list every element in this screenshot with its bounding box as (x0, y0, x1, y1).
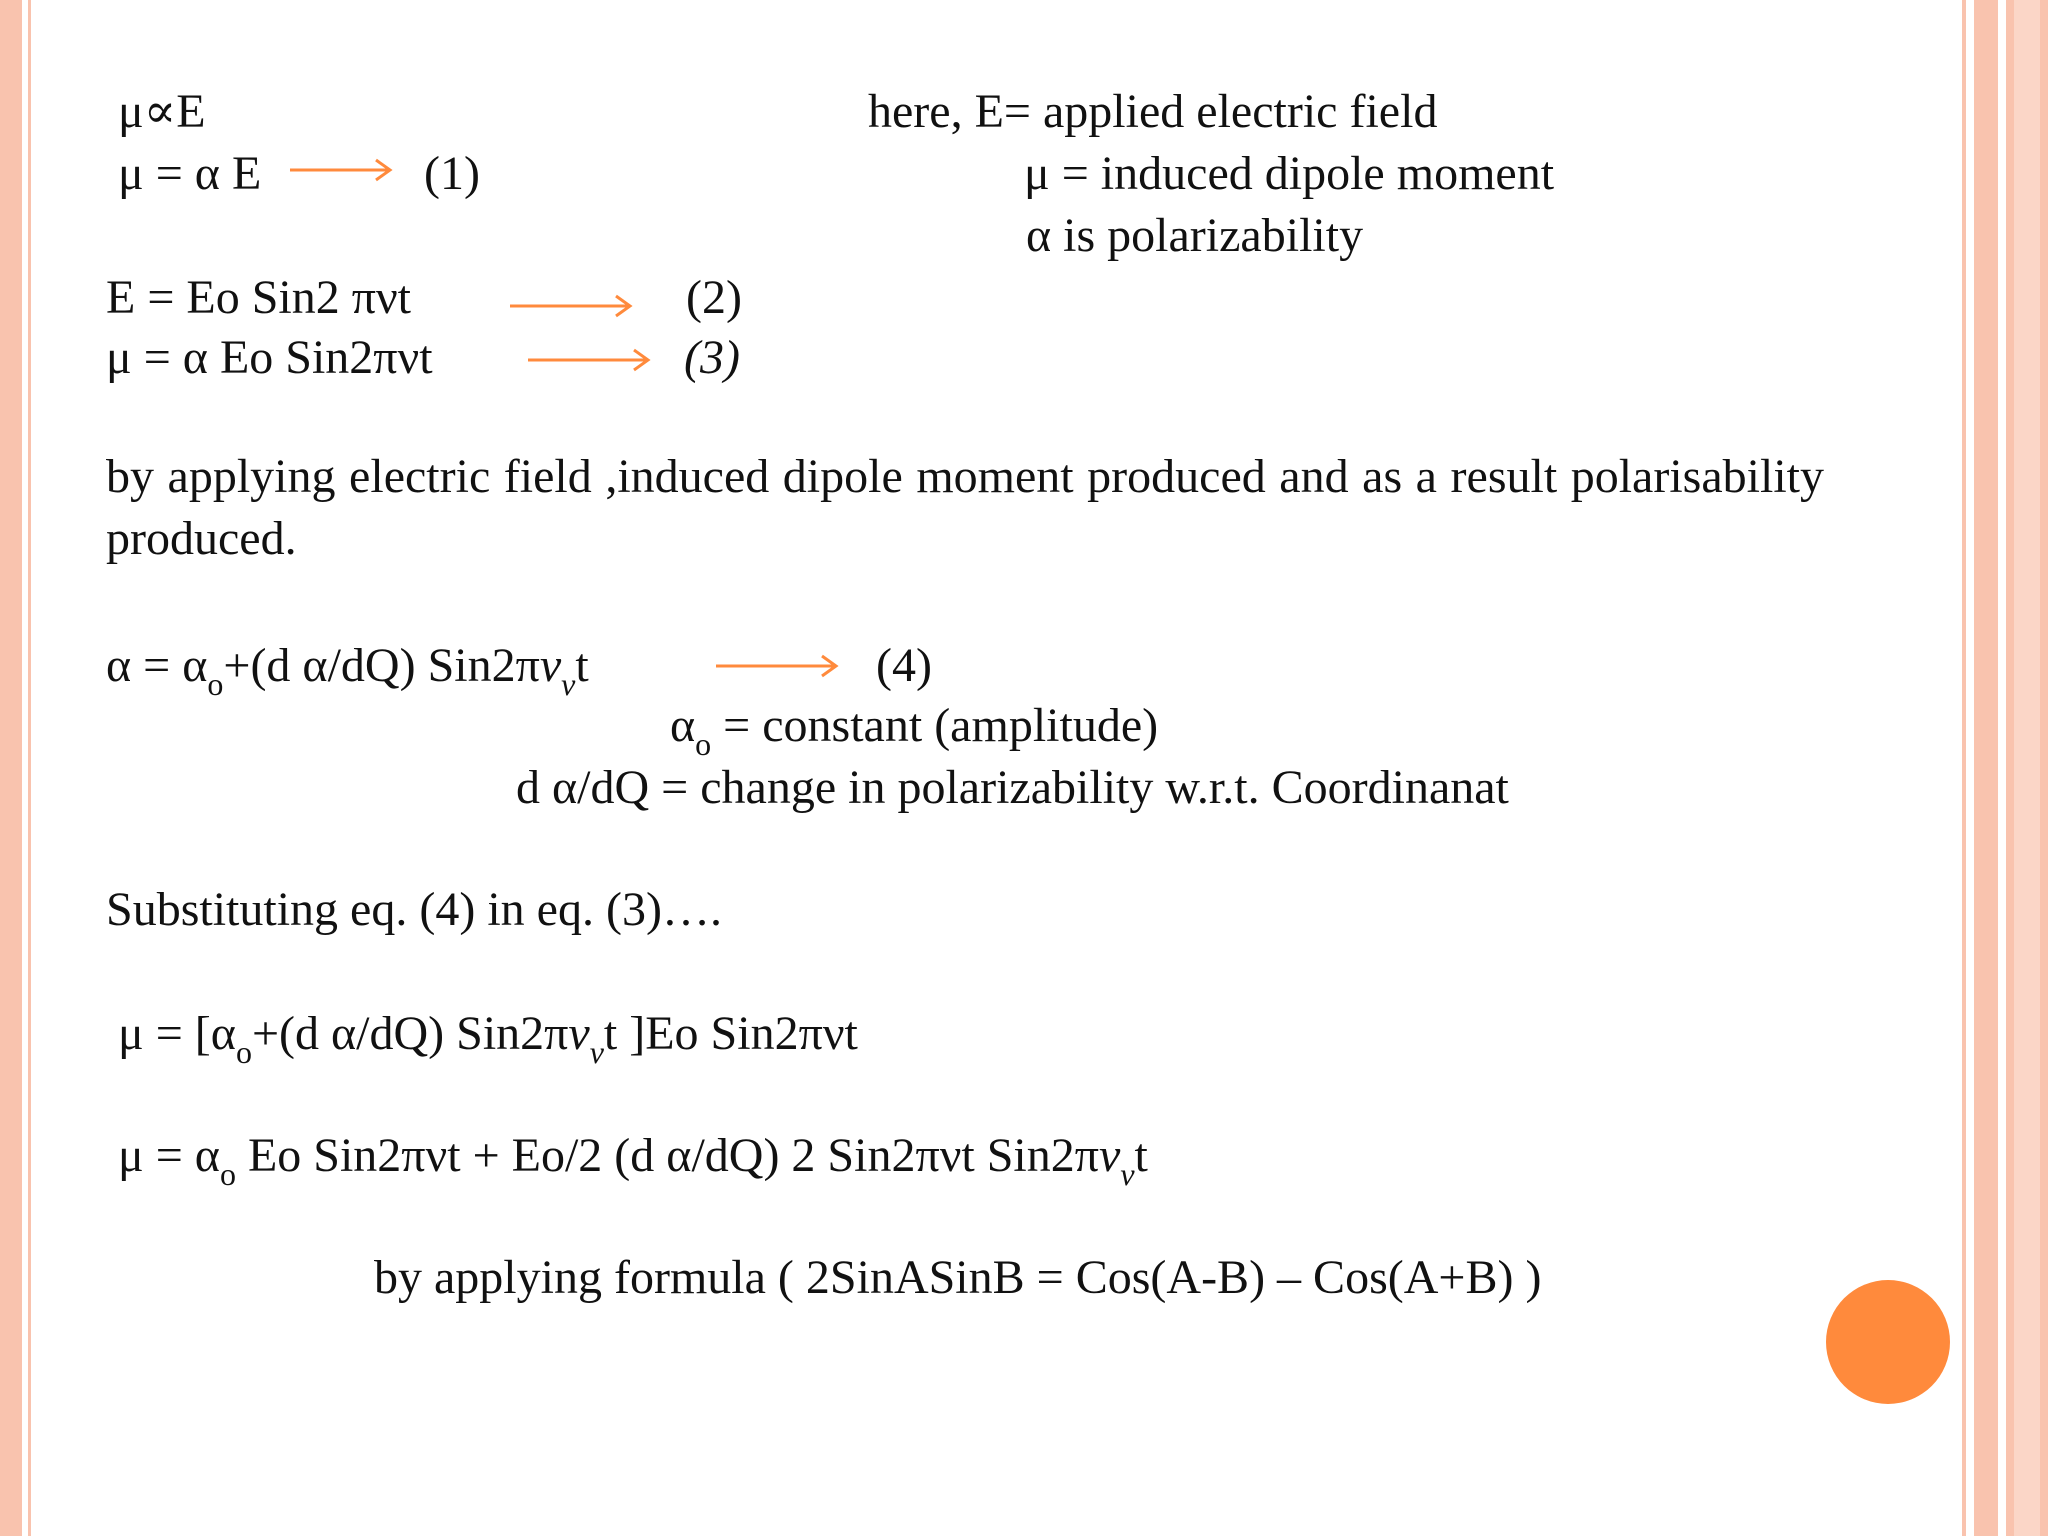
eq-1-number: (1) (424, 147, 480, 200)
accent-circle (1826, 1280, 1950, 1404)
eq-6-part: t (1134, 1129, 1148, 1182)
eq-4-number: (4) (876, 639, 932, 692)
substitution-text: Substituting eq. (4) in eq. (3)…. (106, 883, 722, 936)
arrow-right-icon (510, 286, 634, 326)
eq-6-part: μ = α (118, 1129, 220, 1182)
eq-proportional: μ∝E (118, 85, 206, 138)
slide-frame-right-line (1962, 0, 1966, 1536)
nu-symbol: ν (1099, 1129, 1121, 1182)
subscript: ν (1120, 1156, 1135, 1192)
eq-5 (118, 1004, 858, 1068)
alpha-symbol: α (670, 699, 696, 752)
note-polarizability: α is polarizability (1026, 209, 1364, 262)
subscript: ν (589, 1034, 604, 1070)
formula-line: by applying formula ( 2SinASinB = Cos(A-B) – Cos(A+B) ) (374, 1251, 1542, 1304)
slide-frame-right-band (1974, 0, 1998, 1536)
eq-5-part: t ]Eo Sin2πνt (603, 1007, 858, 1060)
eq-6 (118, 1126, 1148, 1190)
explanation-paragraph: by applying electric field ,induced dipole moment produced and as a result polarisability produced. (106, 450, 1824, 565)
subscript: ν (561, 666, 576, 702)
subscript: o (695, 726, 712, 762)
eq-4 (106, 636, 589, 700)
subscript: o (207, 666, 224, 702)
eq-3: μ = α Eo Sin2πνt (106, 331, 433, 384)
note-applied-field: here, E= applied electric field (868, 85, 1438, 138)
slide-frame-right-edge-inner (2014, 0, 2040, 1536)
slide-frame-left-line (28, 0, 31, 1536)
eq-5-part: +(d α/dQ) Sin2π (251, 1007, 569, 1060)
eq-2-number: (2) (686, 271, 742, 324)
slide-frame-left (0, 0, 22, 1536)
eq-2: E = Eo Sin2 πνt (106, 271, 412, 324)
eq-1: μ = α E (118, 147, 262, 200)
eq-3-number: (3) (684, 331, 740, 384)
nu-symbol: ν (568, 1007, 590, 1060)
definition-d-alpha: d α/dQ = change in polarizability w.r.t. Coordinanat (516, 761, 1509, 814)
eq-4-part: +(d α/dQ) Sin2π (223, 639, 540, 692)
eq-4-part: α = α (106, 639, 208, 692)
definition-alpha-o (670, 696, 1158, 760)
eq-6-part: Eo Sin2πνt + Eo/2 (d α/dQ) 2 Sin2πνt Sin2π (235, 1129, 1099, 1182)
arrow-right-icon (290, 150, 394, 190)
nu-symbol: ν (539, 639, 562, 692)
definition-text: = constant (amplitude) (711, 699, 1159, 752)
arrow-right-icon (528, 340, 652, 380)
subscript: o (235, 1034, 252, 1070)
eq-5-part: μ = [α (118, 1007, 236, 1060)
eq-4-part: t (575, 639, 589, 692)
arrow-right-icon (716, 646, 840, 686)
subscript: o (219, 1156, 236, 1192)
note-induced-dipole: μ = induced dipole moment (1024, 147, 1555, 200)
